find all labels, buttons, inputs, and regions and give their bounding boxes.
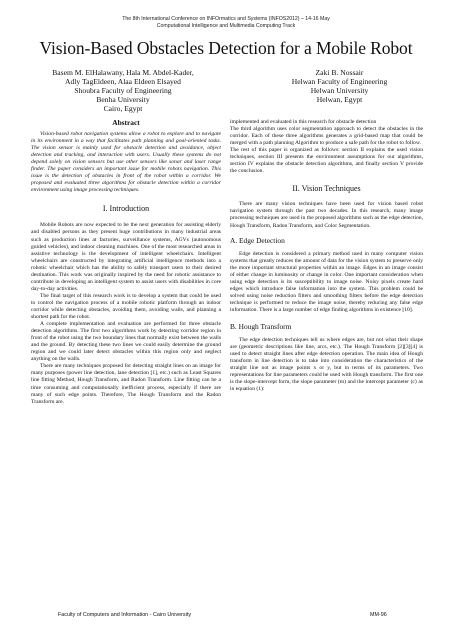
- intro-paragraph-4: There are many techniques proposed for detecting straight lines on an image for many purposes (power line detection, lane detection [1], etc.) such as Least Squares line fitting Method, Hough Transform, and Radon Transform. Line fitting can be a time consuming and computationally inefficient process, especially if there are many of such edge points. Therefore, The Hough Transform and the Radon Transform are.: [31, 363, 221, 405]
- authors-right-line: Helwan Faculty of Engineering: [291, 77, 388, 86]
- intro-paragraph-3: A complete implementation and evaluation are performed for three obstacle detection algorithms. The first two algorithms work by detecting corridor region in front of the robot using the two boundary lines that normally exist between the walls and the ground. By detecting these two lines we could easily determine the ground region and we could later detect obstacles within this region only and neglect anything on the walls.: [31, 321, 221, 363]
- right-paragraph-2: The third algorithm uses color segmentation approach to detect the obstacles in the corridor. Each of these three algorithms generates a grid-based map that could be merged with a path planning Algorithm to produce a safe path for the robot to follow.: [230, 126, 423, 147]
- authors-left-line: Adly TagEldeen, Alaa Eldeen Elsayed: [65, 77, 181, 86]
- authors-right-line: Helwan University: [310, 86, 369, 95]
- abstract-heading: Abstract: [112, 118, 140, 127]
- authors-right-block: [252, 68, 427, 104]
- conference-header-line2: Computational Intelligence and Multimedia Computing Track: [156, 23, 296, 29]
- section-1-heading: I. Introduction: [102, 204, 150, 214]
- authors-left-line: Cairo, Egypt: [103, 104, 143, 113]
- subsection-b-heading: B. Hough Transform: [230, 321, 292, 331]
- intro-paragraph-2: The final target of this research work is to develop a system that could be used to control the navigation process of a mobile robotic platform through an indoor corridor while detecting obstacles, avoiding them, avoiding walls, and planning a shortest path for the robot.: [31, 292, 221, 321]
- right-column: [230, 119, 423, 393]
- authors-right-line: Helwan, Egypt: [316, 95, 363, 104]
- authors-left-line: Shoubra Faculty of Engineering: [74, 86, 172, 95]
- section-2-heading: II. Vision Techniques: [292, 184, 361, 194]
- authors-left-line: Benha University: [96, 95, 150, 104]
- right-paragraph-1: implemented and evaluated in this research for obstacle detection: [230, 119, 377, 125]
- abstract-text: Vision-based robot navigation systems allow a robot to explore and to navigate in its environment in a way that facilitates path planning and goal-oriented tasks. The vision sensor is mainly used for obstacle detection and avoidance, object detection and tracking, and interaction with users. Usually these systems do not depend solely on vision sensors but use other sensors like sonar and laser range finder. The paper considers an important issue for mobile robots navigation. This issue is the detection of obstacles in front of the robot within a corridor. We proposed and evaluated three algorithms for obstacle detection within a corridor environment using image processing techniques.: [31, 131, 221, 194]
- footer-page-number: MM-96: [370, 612, 387, 618]
- conference-header: [0, 16, 452, 30]
- conference-header-line1: The 8th International Conference on INFOrmatics and Systems (INFOS2012) – 14-16 May: [122, 16, 330, 22]
- edge-detection-paragraph: Edge detection is considered a primary method used in many computer vision systems that greatly reduces the amount of data for the vision system to preserve only the more important structural properties within an image. Edges in an image consist of either change in luminosity or change in color. One important consideration when using edge detection is its susceptibility to image noise. Noisy pixels create hard edges which introduce false information into the system. This problem could be solved using noise reduction filters and smoothing filters before the edge detection technique is performed to reduce the image noise, thereby reducing any false edge information. There is a large number of edge finding algorithms in existence [10].: [230, 250, 423, 313]
- intro-paragraph-1: Mobile Robots are now expected to be the next generation for assisting elderly and disabled persons as they present huge contributions in many industrial areas such as production lines at factories, surveillance systems, AGVs (autonomous guided vehicles), and indoor cleaning machines. One of the most researched areas in assistive technology is the development of intelligent wheelchairs. Intelligent wheelchairs are constructed by integrating artificial intelligence methods into a robotic wheelchair which has the ability to safely transport users to their desired destination. This work was originally inspired by the need for robotic assistance to contribute in developing an intelligent system to assist users with disabilities in core day-to-day activities.: [31, 222, 221, 292]
- hough-transform-paragraph: The edge detection techniques tell us where edges are, but not what their shape are (geometric descriptions like line, arcs, etc.). The Hough Transform [2][3][4] is used to detect straight lines after edge detection operation. The main idea of Hough transform in line detection is to take into consideration the characteristics of the straight line not as image points x or y, but in terms of its parameters. Two representations for line parameters could be used with Hough transform. The first one is the slope-intercept form, the slope parameter (m) and the intercept parameter (c) as in equation (1):: [230, 336, 423, 393]
- right-paragraph-3: The rest of this paper is organized as follows: section II explains the used vision techniques, section III presents the environment assumptions for our algorithms, section IV explains the obstacle detection algorithms, and finally section V provide the conclusion.: [230, 147, 423, 175]
- subsection-a-heading: A. Edge Detection: [230, 235, 285, 245]
- authors-left-block: [18, 68, 228, 113]
- left-column: [31, 118, 221, 406]
- vision-techniques-paragraph: There are many vision techniques have been used for vision based robot navigation system through the past two decades. In this research, many image processing techniques are used in the proposed algorithms such as the edge detection, Hough Transform, Radon Transform, and Color Segmentation.: [230, 201, 423, 229]
- authors-right-line: Zaki B. Nossair: [315, 68, 364, 77]
- authors-left-line: Basem M. ElHalawany, Hala M. Abdel-Kader,: [52, 68, 194, 77]
- paper-title: Vision-Based Obstacles Detection for a Mobile Robot: [39, 38, 413, 58]
- footer-affiliation: Faculty of Computers and Information - Cairo University: [58, 612, 192, 618]
